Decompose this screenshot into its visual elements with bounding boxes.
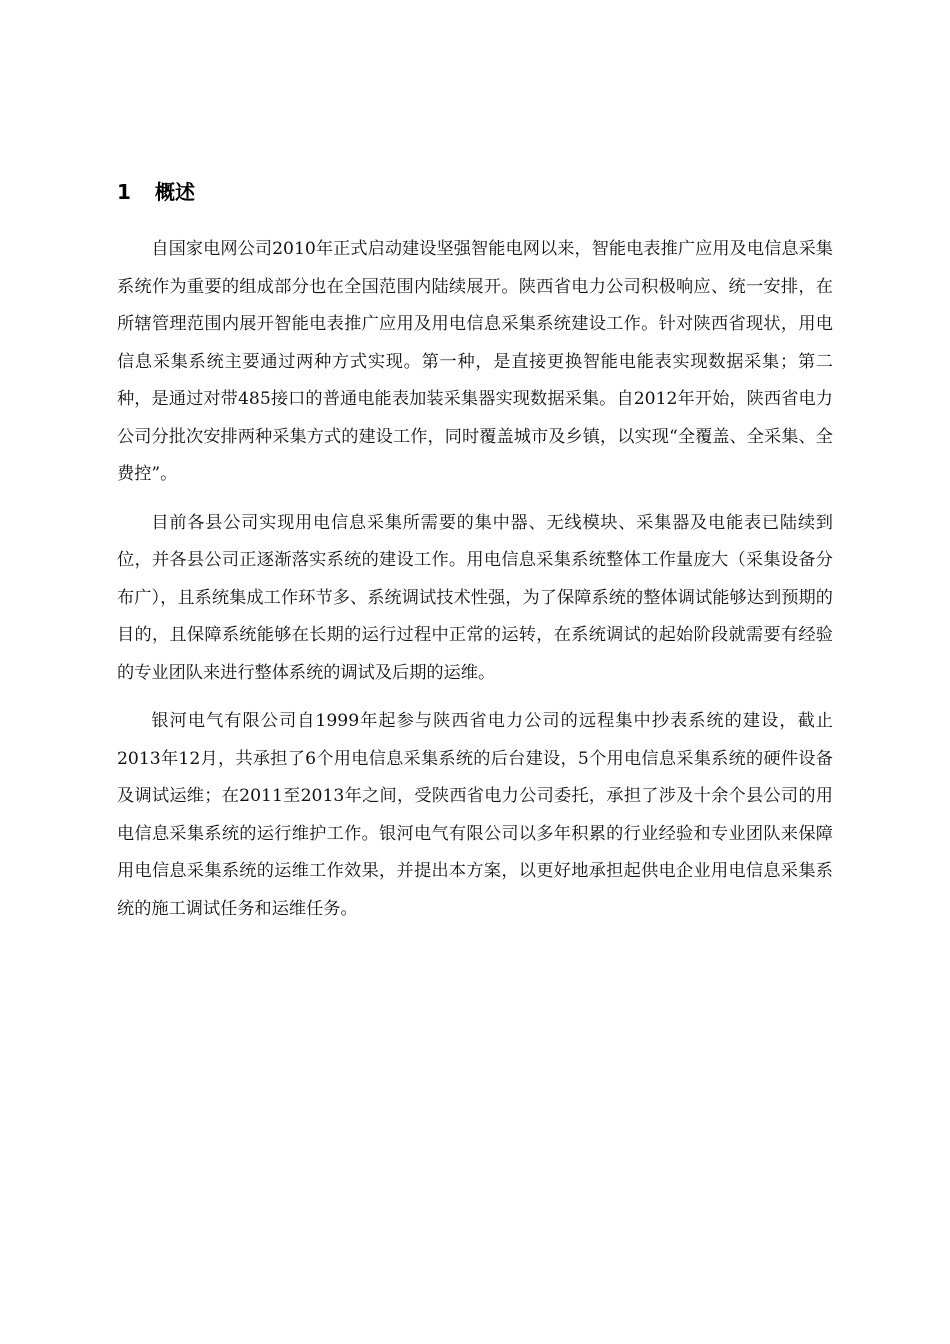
section-title: 概述 xyxy=(155,180,195,204)
paragraph-1: 自国家电网公司2010年正式启动建设坚强智能电网以来，智能电表推广应用及电信息采集系统作为重要的组成部分也在全国范围内陆续展开。陕西省电力公司积极响应、统一安排，在所辖管理范围内展开智能电表推广应用及用电信息采集系统建设工作。针对陕西省现状，用电信息采集系统主要通过两种方式实现。第一种，是直接更换智能电能表实现数据采集；第二种，是通过对带485接口的普通电能表加装采集器实现数据采集。自2012年开始，陕西省电力公司分批次安排两种采集方式的建设工作，同时覆盖城市及乡镇，以实现“全覆盖、全采集、全费控”。 xyxy=(117,239,833,484)
paragraph-2: 目前各县公司实现用电信息采集所需要的集中器、无线模块、采集器及电能表已陆续到位，并各县公司正逐渐落实系统的建设工作。用电信息采集系统整体工作量庞大（采集设备分布广），且系统集成工作环节多、系统调试技术性强，为了保障系统的整体调试能够达到预期的目的，且保障系统能够在长期的运行过程中正常的运转，在系统调试的起始阶段就需要有经验的专业团队来进行整体系统的调试及后期的运维。 xyxy=(117,512,833,683)
section-number: 1 xyxy=(117,180,131,204)
page-content xyxy=(117,174,833,939)
section-heading xyxy=(117,174,833,210)
paragraph-3: 银河电气有限公司自1999年起参与陕西省电力公司的远程集中抄表系统的建设，截止2013年12月，共承担了6个用电信息采集系统的后台建设，5个用电信息采集系统的硬件设备及调试运维；在2011至2013年之间，受陕西省电力公司委托，承担了涉及十余个县公司的用电信息采集系统的运行维护工作。银河电气有限公司以多年积累的行业经验和专业团队来保障用电信息采集系统的运维工作效果，并提出本方案，以更好地承担起供电企业用电信息采集系统的施工调试任务和运维任务。 xyxy=(117,711,833,919)
